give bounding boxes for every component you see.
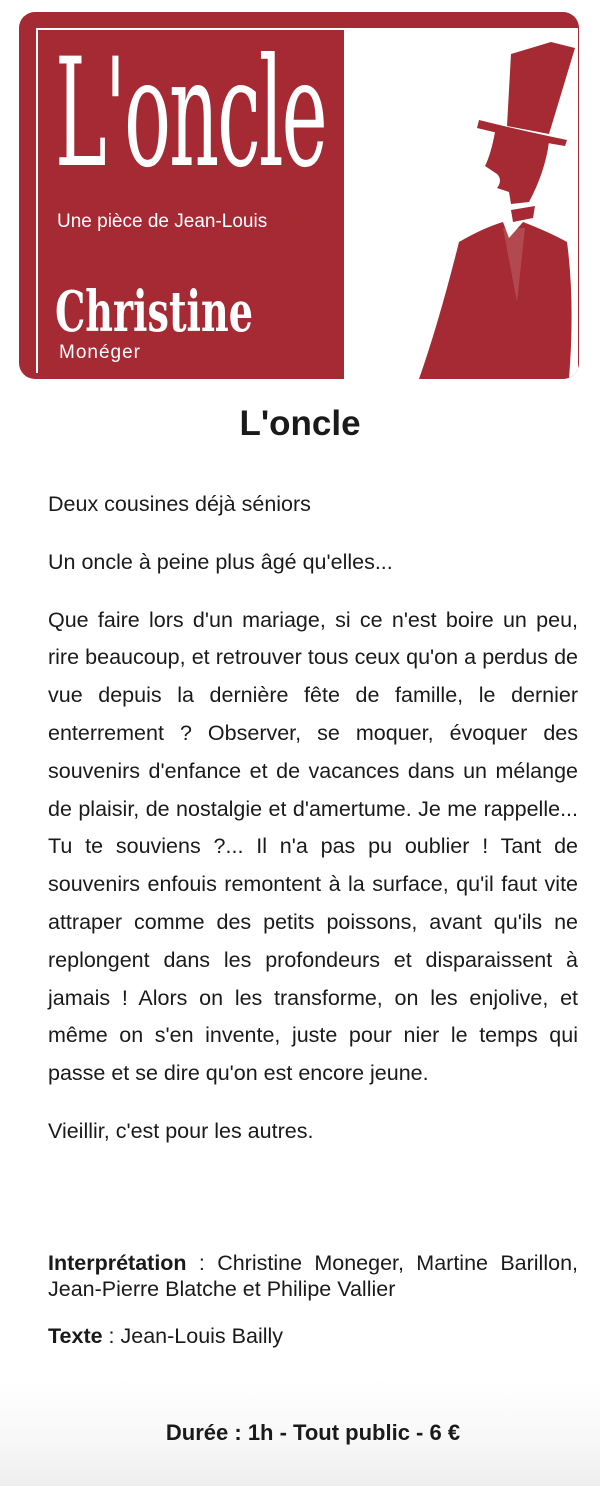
paragraph-tagline: Vieillir, c'est pour les autres. (48, 1118, 314, 1143)
coat-body (419, 222, 572, 379)
performers-value: : Christine Moneger, Martine Barillon, Jean-Pierre Blatche et Philipe Vallier (48, 1251, 578, 1301)
writer-label: Texte (48, 1324, 103, 1348)
page-title: L'oncle (239, 404, 361, 443)
show-info: Durée : 1h - Tout public - 6 € (165, 1420, 461, 1445)
poster-subtitle (57, 211, 318, 233)
poster-title (55, 27, 326, 201)
credits-writer (48, 1323, 578, 1349)
paragraph-synopsis: Que faire lors d'un mariage, si ce n'est boire un peu, rire beaucoup, et retrouver tous ceux qu'on a perdus de vue depuis la dernière fête de famille, le dernier enterrement ? Observer, se moquer, évoquer des souvenirs d'enfance et de vacances dans un mélange de plaisir, de nostalgie et d'amertume. Je me rappelle... Tu te souviens ?... Il n'a pas pu oublier ! Tant de souvenirs enfouis remontent à la surface, qu'il faut vite attraper comme des petits poissons, avant qu'ils ne replongent dans les profondeurs et disparaissent à jamais ! Alors on les transforme, on les enjolive, et même on s'en invente, juste pour nier le temps qui passe et se dire qu'on est encore jeune. (48, 607, 578, 1086)
credits-performers (48, 1250, 578, 1302)
top-hat-crown (507, 42, 575, 134)
article-body (48, 486, 578, 1171)
poster-subtitle-suffix: Bailly (272, 211, 318, 232)
poster-performer-first-name: Christine (55, 279, 253, 345)
poster-subtitle-prefix: Une pièce de Jean-Louis (57, 211, 268, 232)
poster-title-text: L'oncle (55, 27, 326, 201)
collar-bow (511, 206, 535, 222)
poster-banner (19, 12, 579, 379)
poster-performer-last-name: Monéger (59, 342, 141, 363)
writer-value: : Jean-Louis Bailly (102, 1324, 284, 1348)
top-hat-figure-illustration (399, 42, 579, 379)
paragraph-intro-1: Deux cousines déjà séniors (48, 492, 311, 516)
paragraph-intro-2: Un oncle à peine plus âgé qu'elles... (48, 549, 393, 574)
head-profile (485, 132, 549, 204)
performers-label: Interprétation (48, 1251, 187, 1275)
